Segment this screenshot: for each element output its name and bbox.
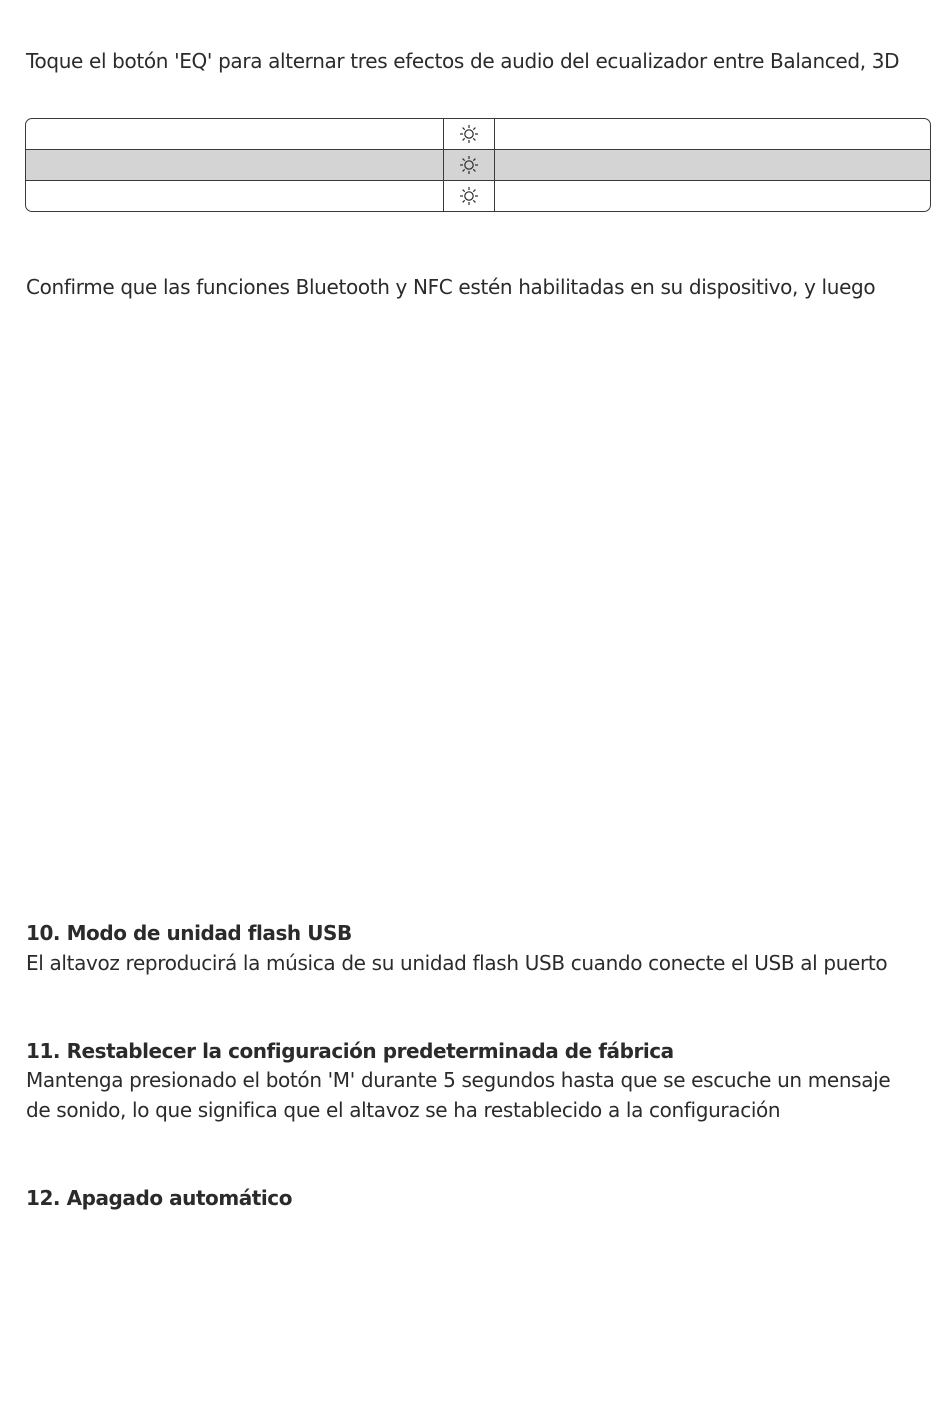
eq-indicator-cell: [444, 119, 495, 149]
eq-mode-description: [495, 181, 930, 211]
eq-indicator-cell: [444, 150, 495, 180]
eq-mode-name: [26, 119, 444, 149]
section-heading-auto-off: 12. Apagado automático: [26, 1186, 292, 1210]
eq-mode-name: [26, 150, 444, 180]
nfc-instructions: Confirme que las funciones Bluetooth y NFC estén habilitadas en su dispositivo, y luego: [26, 275, 876, 299]
section-heading-usb: 10. Modo de unidad flash USB: [26, 921, 352, 945]
eq-instructions: Toque el botón 'EQ' para alternar tres efectos de audio del ecualizador entre Balanced, 3D: [26, 49, 900, 73]
eq-mode-table: [25, 118, 931, 212]
eq-mode-description: [495, 119, 930, 149]
eq-indicator-cell: [444, 181, 495, 211]
light-icon: [459, 186, 479, 206]
section-body-factory-reset-line-2: de sonido, lo que significa que el altavoz se ha restablecido a la configuración: [26, 1098, 781, 1122]
eq-mode-name: [26, 181, 444, 211]
eq-table-row: [26, 150, 930, 181]
eq-table-row: [26, 119, 930, 150]
eq-table-row: [26, 181, 930, 211]
section-body-factory-reset-line-1: Mantenga presionado el botón 'M' durante 5 segundos hasta que se escuche un mensaje: [26, 1068, 891, 1092]
section-heading-factory-reset: 11. Restablecer la configuración predeterminada de fábrica: [26, 1039, 674, 1063]
light-icon: [459, 124, 479, 144]
section-body-usb: El altavoz reproducirá la música de su unidad flash USB cuando conecte el USB al puerto: [26, 951, 888, 975]
light-icon: [459, 155, 479, 175]
eq-mode-description: [495, 150, 930, 180]
